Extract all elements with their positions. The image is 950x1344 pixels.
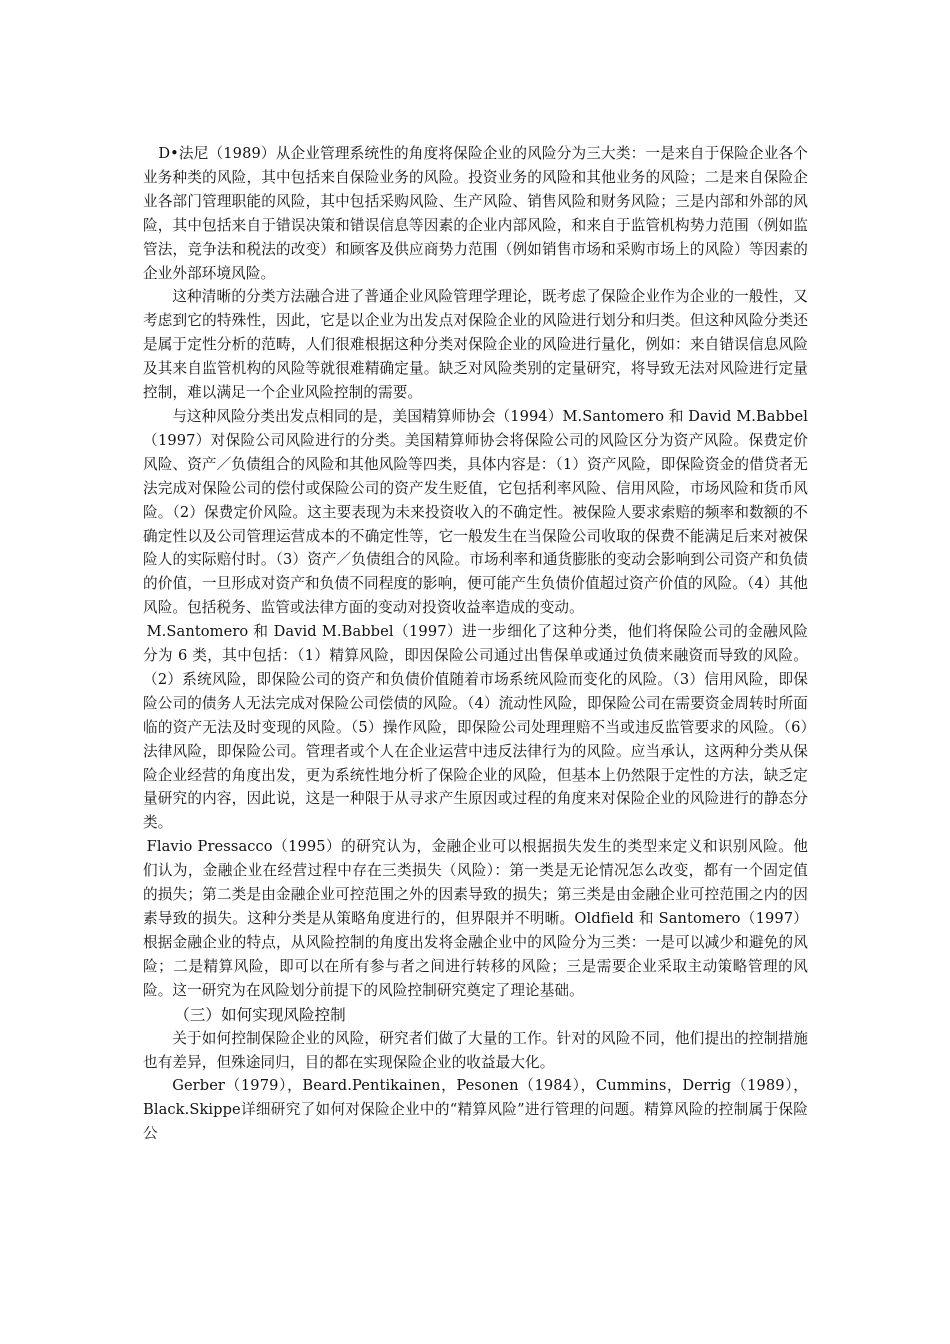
paragraph-fani-classification: D•法尼（1989）从企业管理系统性的角度将保险企业的风险分为三大类：一是来自于保险企业各个业务种类的风险，其中包括来自保险业务的风险。投资业务的风险和其他业务的风险；二是来自保险企业各部门管理职能的风险，其中包括采购风险、生产风险、销售风险和财务风险；三是内部和外部的风险，其中包括来自于错误决策和错误信息等因素的企业内部风险，和来自于监管机构势力范围（例如监管法，竞争法和税法的改变）和顾客及供应商势力范围（例如销售市场和采购市场上的风险）等因素的企业外部环境风险。 [143, 145, 808, 282]
paragraph-santomero-babbel: M.Santomero 和 David M.Babbel（1997）进一步细化了这种分类，他们将保险公司的金融风险分为 6 类，其中包括：（1）精算风险，即因保险公司通过出售保单或通过负债来融资而导致的风险。（2）系统风险，即保险公司的资产和负债价值随着市场系统风险而变化的风险。（3）信用风险，即保险公司的债务人无法完成对保险公司偿债的风险。（4）流动性风险，即保险公司在需要资金周转时所面临的资产无法及时变现的风险。（5）操作风险，即保险公司处理理赔不当或违反监管要求的风险。（6）法律风险，即保险公司。管理者或个人在企业运营中违反法律行为的风险。应当承认，这两种分类从保险企业经营的角度出发，更为系统性地分析了保险企业的风险，但基本上仍然限于定性的方法，缺乏定量研究的内容，因此说，这是一种限于从寻求产生原因或过程的角度来对保险企业的风险进行的静态分类。 [143, 623, 808, 832]
paragraph-risk-control-intro: 关于如何控制保险企业的风险，研究者们做了大量的工作。针对的风险不同，他们提出的控制措施也有差异，但殊途同归，目的都在实现保险企业的收益最大化。 [143, 1029, 808, 1071]
text-column [143, 142, 808, 1146]
paragraph-actuarial-risk-research: Gerber（1979），Beard.Pentikainen，Pesonen（1984），Cummins，Derrig（1989），Black.Skippe详细研究了如何对保险企业中的“精算风险”进行管理的问题。精算风险的控制属于保险公 [143, 1077, 808, 1143]
paragraph-actuarial-society: 与这种风险分类出发点相同的是，美国精算师协会（1994）M.Santomero 和 David M.Babbel（1997）对保险公司风险进行的分类。美国精算师协会将保险公司的风险区分为资产风险。保费定价风险、资产／负债组合的风险和其他风险等四类，具体内容是：（1）资产风险，即保险资金的借贷者无法完成对保险公司的偿付或保险公司的资产发生贬值，它包括利率风险、信用风险，市场风险和货币风险。（2）保费定价风险。这主要表现为未来投资收入的不确定性。被保险人要求索赔的频率和数额的不确定性以及公司管理运营成本的不确定性等，它一般发生在当保险公司收取的保费不能满足后来对被保险人的实际赔付时。（3）资产／负债组合的风险。市场利率和通货膨胀的变动会影响到公司资产和负债的价值，一旦形成对资产和负债不同程度的影响，便可能产生负债价值超过资产价值的风险。（4）其他风险。包括税务、监管或法律方面的变动对投资收益率造成的变动。 [143, 407, 808, 617]
paragraph-pressacco: Flavio Pressacco（1995）的研究认为，金融企业可以根据损失发生的类型来定义和识别风险。他们认为，金融企业在经营过程中存在三类损失（风险）：第一类是无论情况怎么改变，都有一个固定值的损失；第二类是由金融企业可控范围之外的因素导致的损失；第三类是由金融企业可控范围之内的因素导致的损失。这种分类是从策略角度进行的，但界限并不明晰。Oldfield 和 Santomero（1997）根据金融企业的特点，从风险控制的角度出发将金融企业中的风险分为三类：一是可以减少和避免的风险；二是精算风险，即可以在所有参与者之间进行转移的风险；三是需要企业采取主动策略管理的风险。这一研究为在风险划分前提下的风险控制研究奠定了理论基础。 [143, 838, 808, 999]
section-heading: （三）如何实现风险控制 [174, 1005, 346, 1024]
paragraph-classification-critique: 这种清晰的分类方法融合进了普通企业风险管理学理论，既考虑了保险企业作为企业的一般性，又考虑到它的特殊性，因此，它是以企业为出发点对保险企业的风险进行划分和归类。但这种风险分类还是属于定性分析的范畴，人们很难根据这种分类对保险企业的风险进行量化，例如：来自错误信息风险及其来自监管机构的风险等就很难精确定量。缺乏对风险类别的定量研究，将导致无法对风险进行定量控制，难以满足一个企业风险控制的需要。 [143, 288, 808, 402]
